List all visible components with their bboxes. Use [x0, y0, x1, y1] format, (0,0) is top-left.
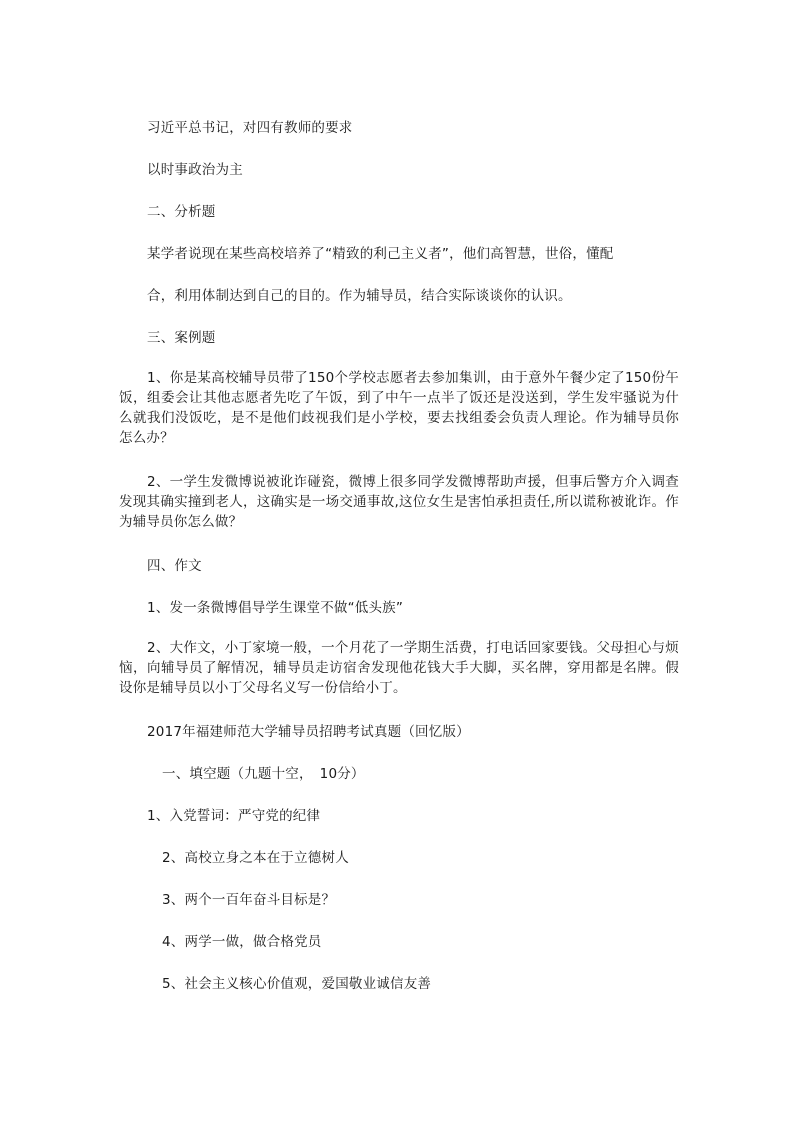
fill-in-item-5: 5、社会主义核心价值观，爱国敬业诚信友善	[162, 976, 432, 992]
section-heading-essay: 四、作文	[147, 558, 202, 574]
analysis-question-line-1: 某学者说现在某些高校培养了“精致的利己主义者”，他们高智慧，世俗，懂配	[147, 246, 614, 262]
section-heading-fill-in: 一、填空题（九题十空， 10分）	[162, 766, 365, 782]
case-study-question-1: 1、你是某高校辅导员带了150个学校志愿者去参加集训，由于意外午餐少定了150份午饭，组委会让其他志愿者先吃了午饭，到了中午一点半了饭还是没送到，学生发牢骚说为什么就我们没饭吃，是不是他们歧视我们是小学校，要去找组委会负责人理论。作为辅导员你怎么办？	[119, 370, 679, 446]
exam-title: 2017年福建师范大学辅导员招聘考试真题（回忆版）	[147, 724, 470, 740]
text-line-four-teachers: 习近平总书记，对四有教师的要求	[147, 120, 353, 136]
section-heading-case-study: 三、案例题	[147, 330, 216, 346]
analysis-question-line-2: 合，利用体制达到自己的目的。作为辅导员，结合实际谈谈你的认识。	[147, 288, 572, 304]
text-line-current-affairs: 以时事政治为主	[147, 162, 243, 178]
essay-question-2: 2、大作文，小丁家境一般，一个月花了一学期生活费，打电话回家要钱。父母担心与烦恼，向辅导员了解情况，辅导员走访宿舍发现他花钱大手大脚，买名牌，穿用都是名牌。假设你是辅导员以小丁父母名义写一份信给小丁。	[119, 640, 679, 696]
fill-in-item-3: 3、两个一百年奋斗目标是？	[162, 892, 336, 908]
fill-in-item-4: 4、两学一做，做合格党员	[162, 934, 322, 950]
fill-in-item-2: 2、高校立身之本在于立德树人	[162, 850, 349, 866]
essay-question-1: 1、发一条微博倡导学生课堂不做“低头族”	[147, 600, 404, 616]
case-study-question-2: 2、一学生发微博说被讹诈碰瓷，微博上很多同学发微博帮助声援，但事后警方介入调查发现其确实撞到老人，这确实是一场交通事故,这位女生是害怕承担责任,所以谎称被讹诈。作为辅导员你怎么做？	[119, 474, 679, 530]
section-heading-analysis: 二、分析题	[147, 204, 216, 220]
fill-in-item-1: 1、入党誓词：严守党的纪律	[147, 808, 321, 824]
